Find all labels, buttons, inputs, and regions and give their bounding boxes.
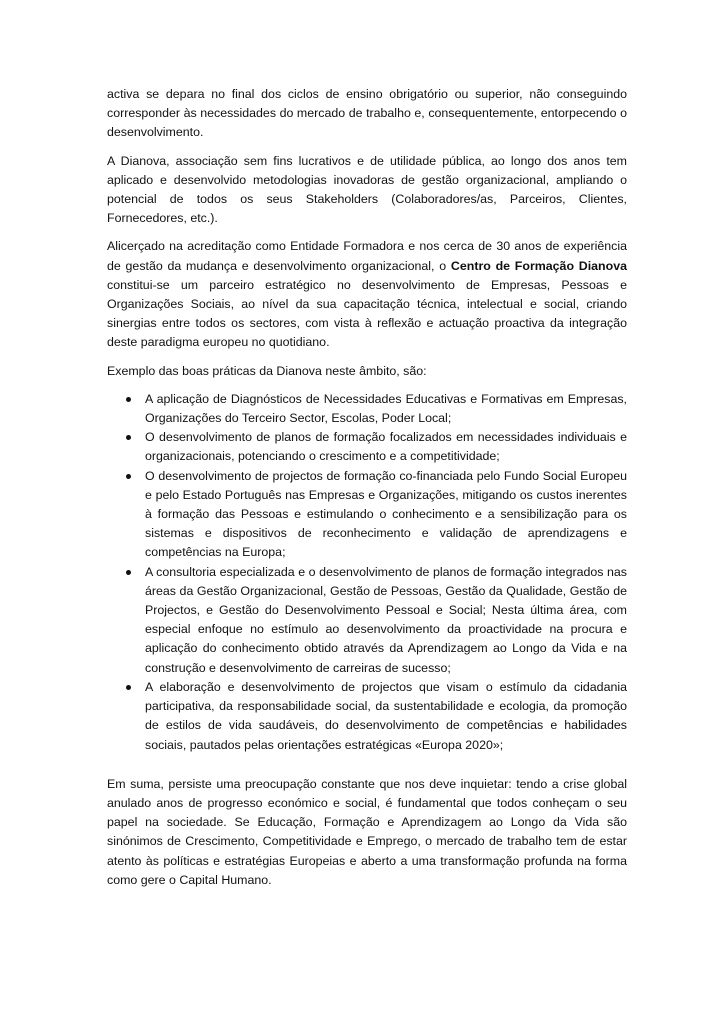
list-item-text: O desenvolvimento de projectos de formação co-financiada pelo Fundo Social Europeu e pelo Estado Português nas Empresas e Organizações, mitigando os custos inerentes à formação das Pessoas e estimulando o conhecimento e a sensibilização para os sistemas e dispositivos de reconhecimento e validação de aprendizagens e competências na Europa; xyxy=(145,468,627,560)
list-item xyxy=(107,678,627,755)
paragraph-training-centre-text-start: Alicerçado na acreditação como Entidade Formadora e nos cerca de 30 anos de experiência de gestão da mudança e desenvolvimento organizacional, o xyxy=(107,239,627,273)
bullet-icon xyxy=(126,474,131,479)
paragraph-intro-continuation: activa se depara no final dos ciclos de ensino obrigatório ou superior, não conseguindo corresponder às necessidades do mercado de trabalho e, consequentemente, entorpecendo o desenvolvimento. xyxy=(107,87,627,140)
list-item-text: A consultoria especializada e o desenvolvimento de planos de formação integrados nas áreas da Gestão Organizacional, Gestão de Pessoas, Gestão da Qualidade, Gestão de Projectos, e Gestão do Desenvolvimento Pessoal e Social; Nesta última área, com especial enfoque no estímulo ao desenvolvimento da proactividade na procura e aplicação do conhecimento obtido através da Aprendizagem ao Longo da Vida e na construção e desenvolvimento de carreiras de sucesso; xyxy=(145,564,627,675)
list-item-text: A elaboração e desenvolvimento de projectos que visam o estímulo da cidadania participativa, da responsabilidade social, da sustentabilidade e ecologia, da promoção de estilos de vida saudáveis, do desenvolvimento de competências e habilidades sociais, pautados pelas orientações estratégicas «Europa 2020»; xyxy=(145,679,627,752)
document-body xyxy=(107,85,627,899)
list-item-text: A aplicação de Diagnósticos de Necessidades Educativas e Formativas em Empresas, Organizações do Terceiro Sector, Escolas, Poder Local; xyxy=(145,391,627,426)
bullet-icon xyxy=(126,685,131,690)
bullet-icon xyxy=(126,397,131,402)
paragraph-training-centre-text-end: constitui-se um parceiro estratégico no desenvolvimento de Empresas, Pessoas e Organizações Sociais, ao nível da sua capacitação técnica, intelectual e social, criando sinergias entre todos os sectores, com vista à reflexão e actuação proactiva da integração deste paradigma europeu no quotidiano. xyxy=(107,277,627,350)
bullet-icon xyxy=(126,435,131,440)
bullet-icon xyxy=(126,570,131,575)
good-practices-list xyxy=(107,390,627,755)
paragraph-good-practices-intro: Exemplo das boas práticas da Dianova neste âmbito, são: xyxy=(107,363,427,378)
list-item xyxy=(107,390,627,428)
list-item-text: O desenvolvimento de planos de formação focalizados em necessidades individuais e organizacionais, potenciando o crescimento e a competitividade; xyxy=(145,430,627,464)
paragraph-training-centre xyxy=(107,237,627,352)
list-item xyxy=(107,563,627,678)
training-centre-name: Centro de Formação Dianova xyxy=(450,258,627,273)
paragraph-conclusion: Em suma, persiste uma preocupação constante que nos deve inquietar: tendo a crise global anulado anos de progresso económico e social, é fundamental que todos conheçam o seu papel na sociedade. Se Educação, Formação e Aprendizagem ao Longo da Vida são sinónimos de Crescimento, Competitividade e Emprego, o mercado de trabalho tem de estar atento às políticas e estratégias Europeias e aberto a uma transformação profunda na forma como gere o Capital Humano. xyxy=(107,776,627,887)
list-item xyxy=(107,467,627,563)
list-item xyxy=(107,428,627,466)
paragraph-dianova-association: A Dianova, associação sem fins lucrativos e de utilidade pública, ao longo dos anos tem aplicado e desenvolvido metodologias inovadoras de gestão organizacional, ampliando o potencial de todos os seus Stakeholders (Colaboradores/as, Parceiros, Clientes, Fornecedores, etc.). xyxy=(107,153,627,226)
